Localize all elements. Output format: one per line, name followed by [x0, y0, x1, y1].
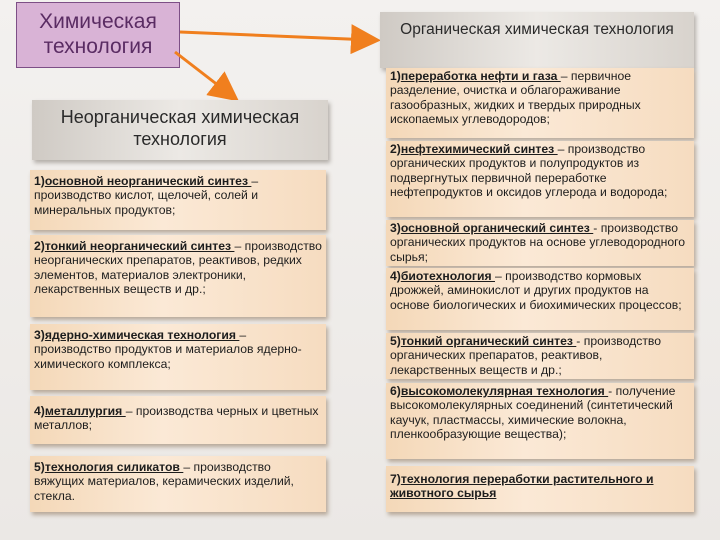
organic-item-2: 2)нефтехимический синтез – производство органических продуктов и полупродуктов из подвергнутых первичной переработке нефтепродуктов и оксидов углерода и водорода;	[386, 141, 694, 217]
inorganic-heading: Неорганическая химическая технология	[32, 100, 328, 160]
inorganic-item-4: 4)металлургия – производства черных и цветных металлов;	[30, 396, 326, 444]
organic-item-6: 6)высокомолекулярная технология - получение высокомолекулярных соединений (синтетический каучук, пластмассы, химические волокна, пленкообразующие вещества);	[386, 383, 694, 459]
inorganic-item-3: 3)ядерно-химическая технология – производство продуктов и материалов ядерно-химического комплекса;	[30, 324, 326, 390]
arrow-to-inorganic	[175, 52, 232, 96]
organic-item-4: 4)биотехнология – производство кормовых дрожжей, аминокислот и других продуктов на основе биологических и биохимических процессов;	[386, 268, 694, 330]
inorganic-item-5: 5)технология силикатов – производство вяжущих материалов, керамических изделий, стекла.	[30, 456, 326, 512]
organic-item-3: 3)основной органический синтез - производство органических продуктов на основе углеводородного сырья;	[386, 220, 694, 266]
organic-heading: Органическая химическая технология	[380, 12, 694, 68]
inorganic-item-2: 2)тонкий неорганический синтез – производство неорганических препаратов, реактивов, редких элементов, материалов электроники, лекарственных веществ и др.;	[30, 235, 326, 317]
organic-item-5: 5)тонкий органический синтез - производство органических препаратов, реактивов, лекарственных веществ и др.;	[386, 333, 694, 379]
arrow-to-organic	[180, 32, 372, 40]
organic-item-7: 7)технология переработки растительного и животного сырья	[386, 466, 694, 512]
main-title: Химическая технология	[16, 2, 180, 68]
organic-item-1: 1)переработка нефти и газа – первичное разделение, очистка и облагораживание газообразных, жидких и твердых природных ископаемых углеводородов;	[386, 68, 694, 138]
inorganic-item-1: 1)основной неорганический синтез – производство кислот, щелочей, солей и минеральных продуктов;	[30, 170, 326, 230]
